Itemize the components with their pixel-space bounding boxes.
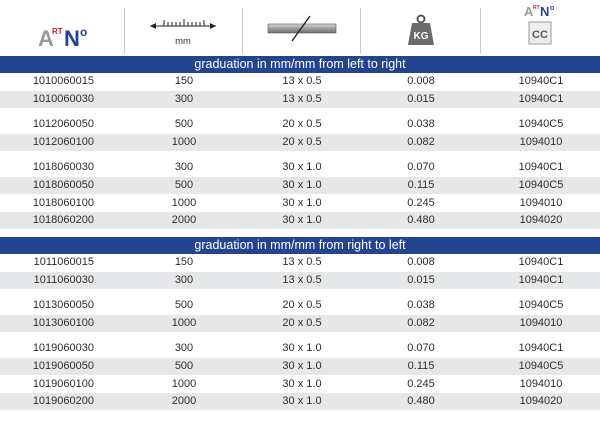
length-cell: 300	[174, 161, 194, 174]
article-number-cell: 1011060030	[33, 273, 94, 286]
header-cc-number	[480, 0, 600, 56]
weight-cell: 0.480	[407, 395, 435, 408]
article-number-cell: 1011060015	[33, 256, 94, 268]
table-row	[0, 340, 600, 357]
cross-section-cell: 30 x 1.0	[282, 395, 322, 408]
cross-section-cell: 30 x 1.0	[282, 342, 322, 355]
length-cell: 1000	[171, 316, 197, 329]
length-cell: 1000	[171, 135, 197, 148]
table-row	[0, 315, 600, 332]
article-number-cell: 1019060030	[32, 342, 94, 355]
article-number-cell: 1013060050	[32, 299, 94, 312]
unit-label: mm	[175, 36, 191, 47]
table-row	[0, 212, 600, 229]
cross-section-cell: 20 x 0.5	[282, 316, 322, 329]
cc-number-cell: 10940C1	[518, 342, 564, 355]
weight-cell: 0.008	[407, 256, 435, 268]
article-number-cell: 1019060100	[32, 377, 94, 390]
cc-number-cell: 1094010	[519, 316, 563, 329]
cc-number-cell: 10940C1	[518, 256, 564, 268]
length-cell: 2000	[171, 214, 197, 227]
length-cell: 300	[174, 342, 194, 355]
article-number-cell: 1018060200	[32, 214, 94, 227]
length-cell: 500	[174, 179, 194, 191]
length-cell: 300	[174, 273, 194, 286]
table-row	[0, 91, 600, 108]
cc-number-cell: 10940C1	[518, 161, 564, 174]
article-number-cell: 1018060050	[32, 179, 94, 191]
svg-text:RT: RT	[533, 5, 540, 11]
weight-kg-icon	[406, 14, 436, 46]
table-row	[0, 177, 600, 194]
length-cell: 150	[174, 75, 194, 87]
length-cell: 500	[174, 299, 194, 312]
weight-badge-text: KG	[413, 31, 429, 42]
cross-section-cell: 20 x 0.5	[282, 118, 322, 131]
cc-number-cell: 10940C5	[518, 299, 564, 312]
length-cell: 150	[174, 256, 194, 268]
table-row	[0, 116, 600, 133]
weight-cell: 0.008	[407, 75, 435, 87]
length-cell: 500	[174, 360, 194, 372]
table-row	[0, 73, 600, 90]
cc-number-cell: 10940C5	[518, 118, 564, 131]
cc-number-cell: 1094010	[519, 135, 563, 148]
length-cell: 1000	[171, 377, 197, 390]
cross-section-cell: 20 x 0.5	[282, 135, 322, 148]
cc-number-cell: 10940C1	[518, 273, 564, 286]
svg-text:RT: RT	[52, 27, 63, 36]
length-cell: 2000	[171, 395, 197, 408]
weight-cell: 0.038	[407, 299, 435, 312]
article-number-cell: 1010060030	[32, 92, 94, 105]
article-number-cell: 1013060100	[32, 316, 94, 329]
cross-section-cell: 30 x 1.0	[282, 179, 322, 191]
article-number-cell: 1012060050	[32, 118, 94, 131]
weight-cell: 0.245	[407, 196, 435, 209]
cross-section-cell: 13 x 0.5	[282, 92, 322, 105]
cc-article-number-icon	[522, 2, 558, 50]
length-cell: 500	[174, 118, 194, 131]
article-number-cell: 1019060050	[32, 360, 94, 372]
cross-section-cell: 13 x 0.5	[282, 75, 322, 87]
weight-cell: 0.015	[407, 92, 435, 105]
article-number-cell: 1012060100	[32, 135, 94, 148]
svg-text:N: N	[64, 26, 80, 51]
svg-text:A: A	[524, 4, 534, 19]
svg-text:N: N	[540, 4, 550, 19]
header-cross-section	[242, 0, 360, 56]
header-article-number	[0, 0, 124, 56]
cross-section-cell: 30 x 1.0	[282, 161, 322, 174]
weight-cell: 0.115	[407, 179, 435, 191]
cc-number-cell: 10940C1	[518, 75, 564, 87]
weight-cell: 0.082	[407, 135, 435, 148]
svg-text:A: A	[38, 26, 54, 51]
table-row	[0, 393, 600, 410]
table-row	[0, 376, 600, 393]
steel-bar-section-icon	[266, 14, 338, 44]
table-row	[0, 297, 600, 314]
cross-section-cell: 20 x 0.5	[282, 299, 322, 312]
article-number-cell: 1018060100	[32, 196, 94, 209]
article-number-cell: 1010060015	[32, 75, 94, 87]
section-header: graduation in mm/mm from right to left	[0, 237, 600, 254]
article-number-cell: 1019060200	[32, 395, 94, 408]
article-number-cell: 1018060030	[32, 161, 94, 174]
cc-number-cell: 1094020	[519, 395, 563, 408]
cross-section-cell: 13 x 0.5	[282, 273, 322, 286]
weight-cell: 0.082	[407, 316, 435, 329]
cross-section-cell: 30 x 1.0	[282, 214, 322, 227]
length-cell: 300	[174, 92, 194, 105]
cc-number-cell: 10940C1	[518, 92, 564, 105]
weight-cell: 0.015	[407, 273, 435, 286]
table-header	[0, 0, 600, 56]
cc-number-cell: 1094020	[519, 214, 563, 227]
cross-section-cell: 30 x 1.0	[282, 360, 322, 372]
table-row	[0, 358, 600, 375]
cc-number-cell: 1094010	[519, 377, 563, 390]
cc-number-cell: 10940C5	[518, 360, 564, 372]
ruler-length-icon	[148, 14, 218, 34]
cc-badge-text: CC	[532, 29, 548, 41]
article-number-logo	[38, 22, 108, 52]
header-weight	[360, 0, 480, 56]
weight-cell: 0.070	[407, 161, 435, 174]
svg-text:o: o	[550, 5, 555, 12]
section-header: graduation in mm/mm from left to right	[0, 56, 600, 73]
table-row	[0, 134, 600, 151]
weight-cell: 0.245	[407, 377, 435, 390]
weight-cell: 0.038	[407, 118, 435, 131]
cross-section-cell: 13 x 0.5	[282, 256, 322, 268]
weight-cell: 0.070	[407, 342, 435, 355]
weight-cell: 0.115	[407, 360, 435, 372]
table-row	[0, 254, 600, 271]
svg-text:o: o	[80, 25, 88, 39]
weight-cell: 0.480	[407, 214, 435, 227]
table-row	[0, 159, 600, 176]
length-cell: 1000	[171, 196, 197, 209]
table-row	[0, 272, 600, 289]
cross-section-cell: 30 x 1.0	[282, 196, 322, 209]
cc-number-cell: 10940C5	[518, 179, 564, 191]
cross-section-cell: 30 x 1.0	[282, 377, 322, 390]
header-length	[124, 0, 242, 56]
table-row	[0, 195, 600, 212]
cc-number-cell: 1094010	[519, 196, 563, 209]
